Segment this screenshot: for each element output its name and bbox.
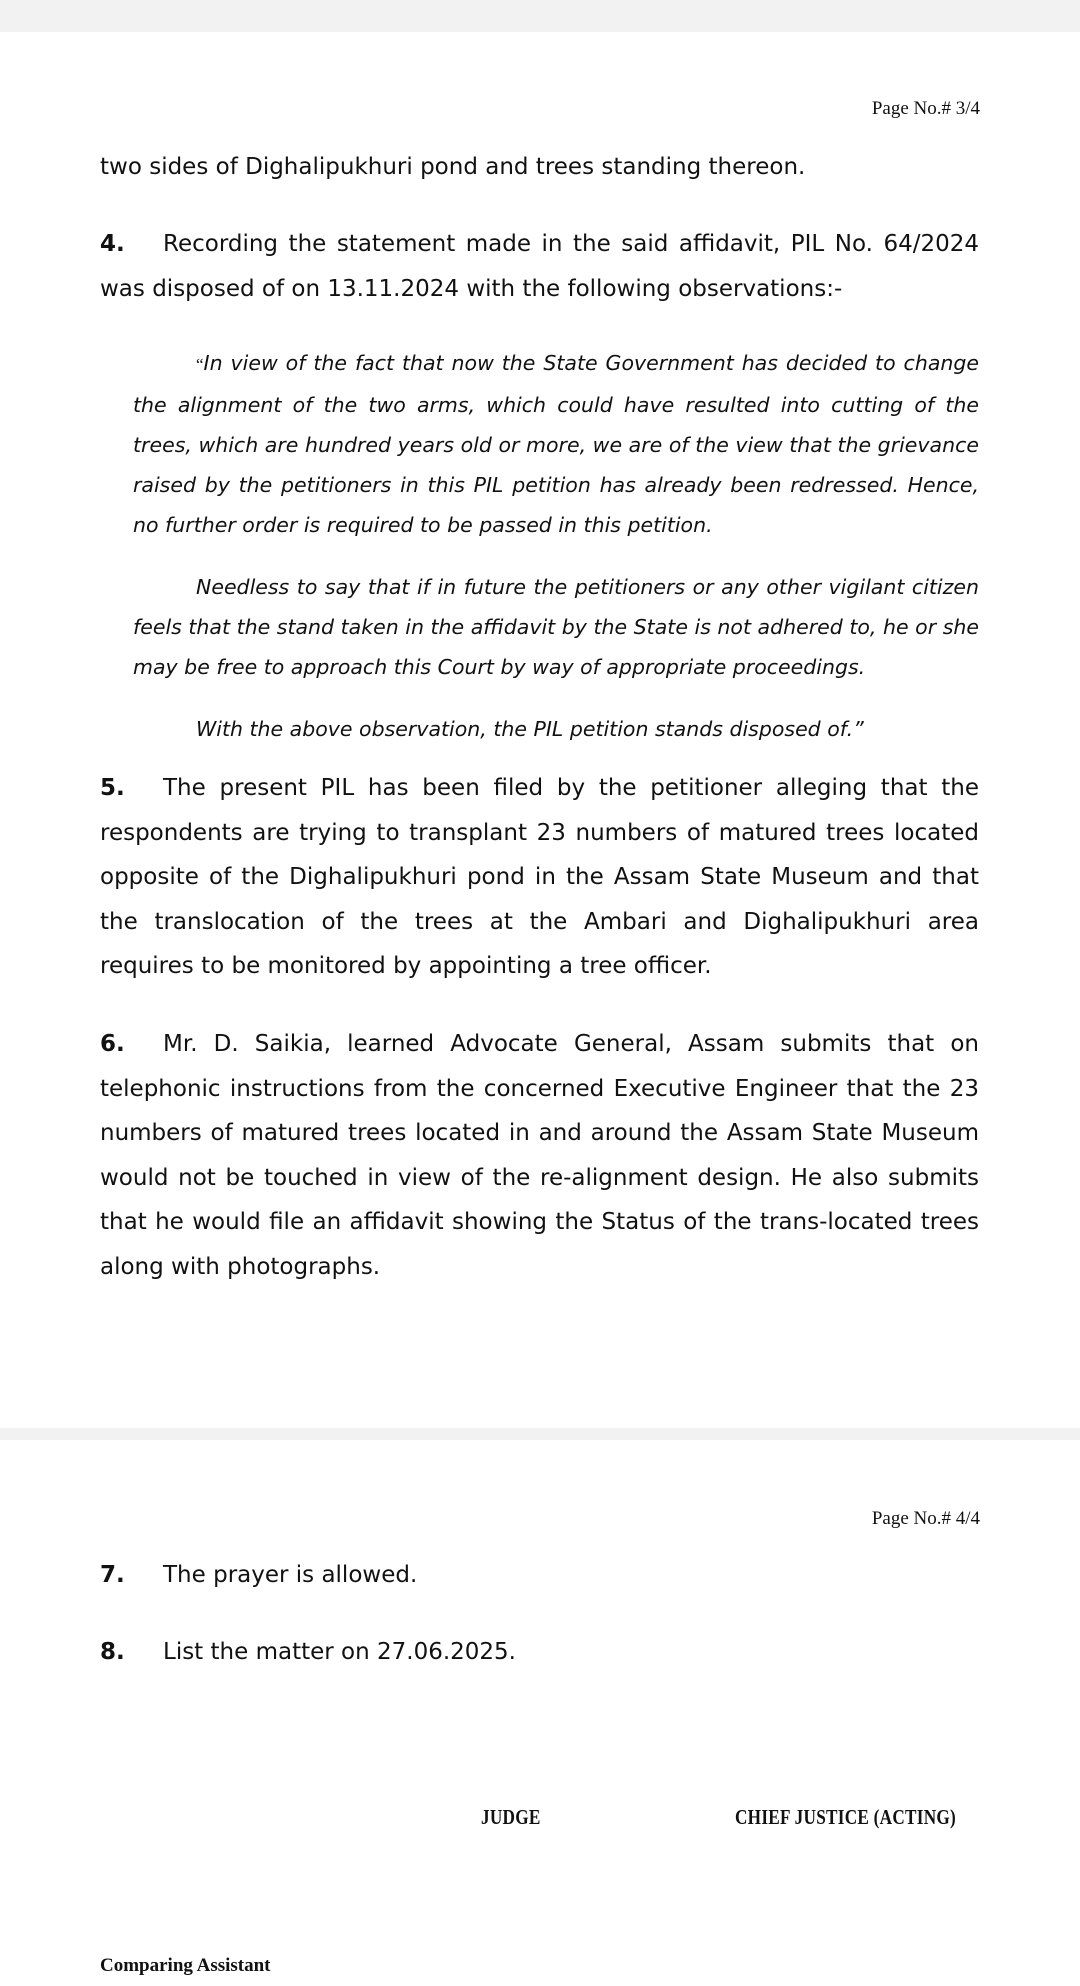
paragraph-number: 8. xyxy=(100,1639,125,1665)
paragraph-text: Recording the statement made in the said affidavit, PIL No. 64/2024 was disposed of on 13.11.2024 with the following observations:- xyxy=(100,231,979,302)
paragraph-4 xyxy=(100,222,979,311)
paragraph-text: Mr. D. Saikia, learned Advocate General, Assam submits that on telephonic instructions from the concerned Executive Engineer that the 23 numbers of matured trees located in and around the Assam State Museum would not be touched in view of the re-alignment design. He also submits that he would file an affidavit showing the Status of the trans-located trees along with photographs. xyxy=(100,1031,979,1280)
quote-paragraph-1 xyxy=(133,343,979,545)
document-page-4 xyxy=(0,1440,1080,1986)
paragraph-number: 7. xyxy=(100,1562,125,1588)
page-number: Page No.# 3/4 xyxy=(871,98,980,119)
continuation-paragraph xyxy=(100,145,979,190)
paragraph-text: The present PIL has been filed by the petitioner alleging that the respondents are trying to transplant 23 numbers of matured trees located opposite of the Dighalipukhuri pond in the Assam State Museum and that the translocation of the trees at the Ambari and Dighalipukhuri area requires to be monitored by appointing a tree officer. xyxy=(100,775,979,979)
quote-text: In view of the fact that now the State Government has decided to change the alignment of the two arms, which could have resulted into cutting of the trees, which are hundred years old or more, we are of the view that the grievance raised by the petitioners in this PIL petition has already been redressed. Hence, no further order is required to be passed in this petition. xyxy=(133,351,979,537)
paragraph-number: 6. xyxy=(100,1031,125,1057)
quote-paragraph-3 xyxy=(133,709,979,749)
paragraph-8 xyxy=(100,1630,979,1675)
paragraph-text: List the matter on 27.06.2025. xyxy=(163,1639,516,1665)
quote-paragraph-2 xyxy=(133,567,979,687)
quoted-observations xyxy=(133,343,979,749)
judge-signature-label: JUDGE xyxy=(481,1805,541,1829)
chief-justice-signature-label: CHIEF JUSTICE (ACTING) xyxy=(735,1805,957,1829)
paragraph-7 xyxy=(100,1553,979,1598)
page-number: Page No.# 4/4 xyxy=(871,1508,980,1529)
quote-text: With the above observation, the PIL petition stands disposed of.” xyxy=(196,717,864,741)
paragraph-text: two sides of Dighalipukhuri pond and trees standing thereon. xyxy=(100,154,806,180)
comparing-assistant-label: Comparing Assistant xyxy=(100,1955,271,1976)
paragraph-number: 5. xyxy=(100,775,125,801)
paragraph-5 xyxy=(100,766,979,989)
document-page-3 xyxy=(0,32,1080,1428)
open-quote-mark: “ xyxy=(196,355,204,374)
paragraph-number: 4. xyxy=(100,231,125,257)
paragraph-6 xyxy=(100,1022,979,1289)
paragraph-text: The prayer is allowed. xyxy=(163,1562,418,1588)
quote-text: Needless to say that if in future the petitioners or any other vigilant citizen feels that the stand taken in the affidavit by the State is not adhered to, he or she may be free to approach this Court by way of appropriate proceedings. xyxy=(133,575,979,679)
